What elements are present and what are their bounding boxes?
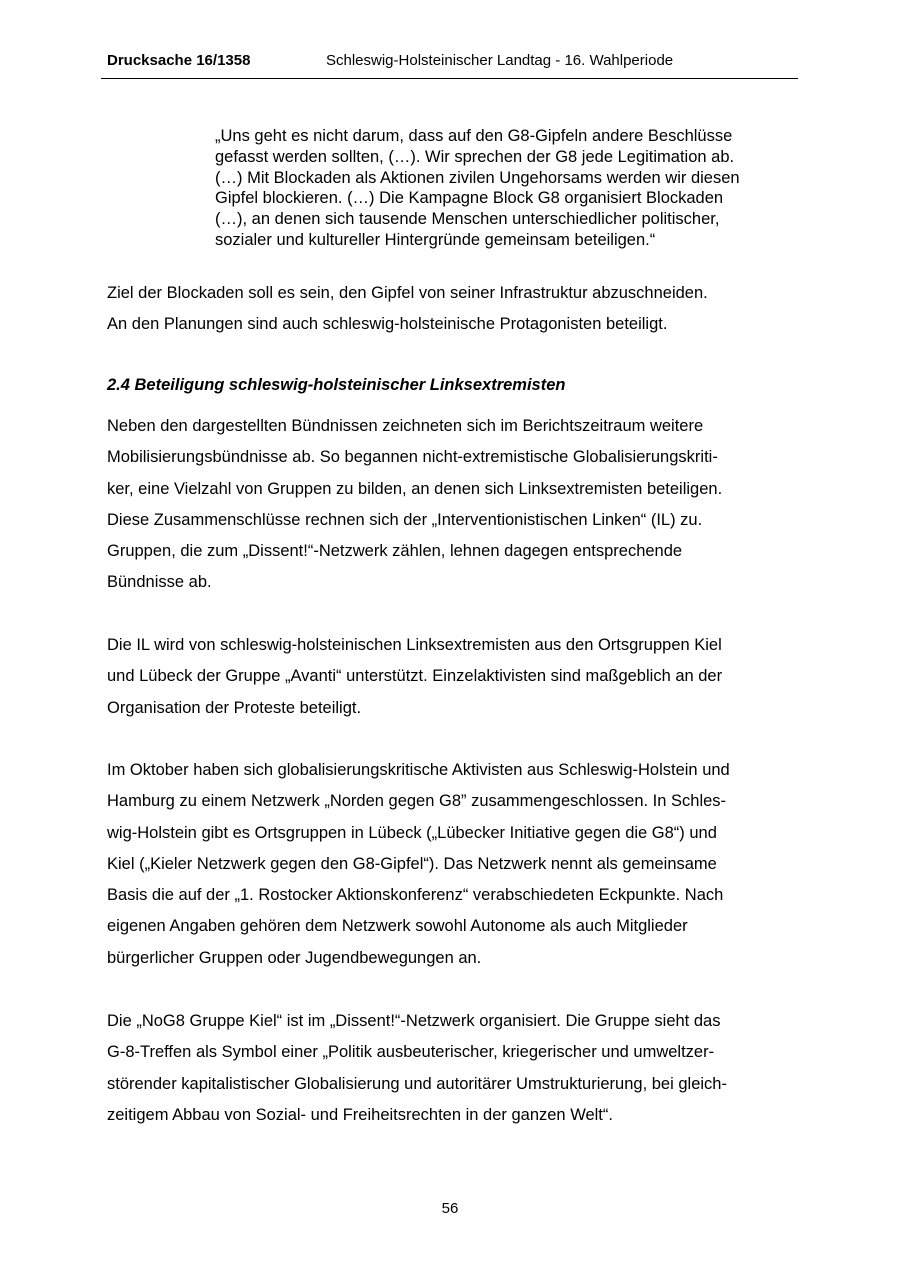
text-line: Hamburg zu einem Netzwerk „Norden gegen G8” zusammengeschlossen. In Schles-: [107, 792, 727, 811]
paragraph-1: [107, 411, 807, 599]
text-line: Organisation der Proteste beteiligt.: [107, 698, 362, 717]
paragraph-4: [107, 1006, 807, 1131]
text-line: Ziel der Blockaden soll es sein, den Gipfel von seiner Infrastruktur abzuschneiden.: [107, 284, 708, 302]
quote-line: „Uns geht es nicht darum, dass auf den G8-Gipfeln andere Beschlüsse: [215, 127, 733, 145]
text-line: Neben den dargestellten Bündnissen zeichneten sich im Berichtszeitraum weitere: [107, 417, 704, 435]
quote-line: gefasst werden sollten, (…). Wir sprechen der G8 jede Legitimation ab.: [215, 147, 735, 166]
text-line: wig-Holstein gibt es Ortsgruppen in Lübeck („Lübecker Initiative gegen die G8“) und: [107, 823, 717, 842]
text-line: störender kapitalistischer Globalisierung und autoritärer Umstrukturierung, bei gleich-: [107, 1074, 727, 1093]
text-line: bürgerlicher Gruppen oder Jugendbewegungen an.: [107, 948, 482, 967]
page-header: [101, 52, 798, 79]
quote-line: sozialer und kultureller Hintergründe gemeinsam beteiligen.“: [215, 230, 656, 249]
text-line: Im Oktober haben sich globalisierungskritische Aktivisten aus Schleswig-Holstein und: [107, 761, 730, 779]
document-number: Drucksache 16/1358: [107, 52, 251, 69]
header-title: Schleswig-Holsteinischer Landtag - 16. Wahlperiode: [326, 52, 674, 69]
text-line: Die „NoG8 Gruppe Kiel“ ist im „Dissent!“-Netzwerk organisiert. Die Gruppe sieht das: [107, 1012, 721, 1030]
block-quote: [215, 126, 805, 251]
text-line: Die IL wird von schleswig-holsteinischen Linksextremisten aus den Ortsgruppen Kiel: [107, 636, 722, 654]
text-line: Mobilisierungsbündnisse ab. So begannen nicht-extremistische Globalisierungskriti-: [107, 448, 718, 467]
quote-line: (…) Mit Blockaden als Aktionen zivilen Ungehorsams werden wir diesen: [215, 168, 740, 187]
text-line: zeitigem Abbau von Sozial- und Freiheitsrechten in der ganzen Welt“.: [107, 1105, 613, 1124]
paragraph-intro: [107, 278, 807, 341]
text-line: ker, eine Vielzahl von Gruppen zu bilden, an denen sich Linksextremisten beteiligen.: [107, 479, 723, 498]
text-line: Diese Zusammenschlüsse rechnen sich der „Interventionistischen Linken“ (IL) zu.: [107, 510, 703, 529]
text-line: An den Planungen sind auch schleswig-holsteinische Protagonisten beteiligt.: [107, 315, 668, 334]
paragraph-2: [107, 630, 807, 724]
text-line: Bündnisse ab.: [107, 573, 212, 592]
paragraph-3: [107, 755, 807, 974]
section-heading: 2.4 Beteiligung schleswig-holsteinischer Linksextremisten: [107, 376, 566, 394]
quote-line: Gipfel blockieren. (…) Die Kampagne Block G8 organisiert Blockaden: [215, 189, 724, 208]
page-number: 56: [441, 1200, 459, 1217]
quote-line: (…), an denen sich tausende Menschen unterschiedlicher politischer,: [215, 210, 720, 229]
text-line: eigenen Angaben gehören dem Netzwerk sowohl Autonome als auch Mitglieder: [107, 917, 688, 936]
text-line: Gruppen, die zum „Dissent!“-Netzwerk zählen, lehnen dagegen entsprechende: [107, 542, 683, 561]
text-line: und Lübeck der Gruppe „Avanti“ unterstützt. Einzelaktivisten sind maßgeblich an der: [107, 667, 723, 686]
text-line: G-8-Treffen als Symbol einer „Politik ausbeuterischer, kriegerischer und umweltzer-: [107, 1043, 715, 1062]
text-line: Basis die auf der „1. Rostocker Aktionskonferenz“ verabschiedeten Eckpunkte. Nach: [107, 886, 724, 905]
text-line: Kiel („Kieler Netzwerk gegen den G8-Gipfel“). Das Netzwerk nennt als gemeinsame: [107, 854, 717, 873]
